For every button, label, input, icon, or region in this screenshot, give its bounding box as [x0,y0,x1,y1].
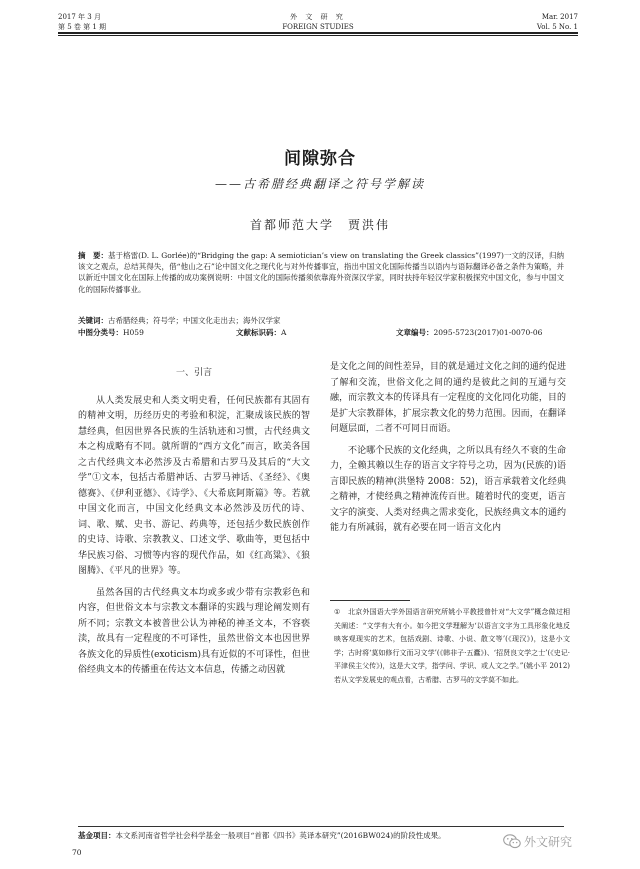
body-column-right [330,360,566,537]
keywords-label: 关键词： [78,316,108,325]
page-number: 70 [72,848,82,857]
body-paragraph: 虽然各国的古代经典文本均或多或少带有宗教彩色和内容，但世俗文本与宗教文本翻译的实践与理论阐发则有所不同；宗教文本被普世公认为神秘的神圣文本，不容亵渎，故具有一定程度的不可译性，虽然世俗文本也因世界各族文化的异质性(exoticism)具有近似的不可译性，但世俗经典文本的传播重在传达文本信息，传播之动因就 [78,587,310,675]
footnote-mark: ① [334,608,341,616]
funding-rule [78,826,564,827]
header-issue-cn: 第 5 卷 第 1 期 [58,23,107,31]
footnote [334,606,570,687]
article-number [396,327,542,338]
header-issue-en: Vol. 5 No. 1 [536,23,578,31]
article-title: 间隙弥合 [284,149,356,169]
header-rule-thick [58,32,578,34]
abstract-label: 摘 要： [78,251,109,260]
journal-name-cn: 外 文 研 究 [290,13,346,21]
wechat-icon [503,834,521,849]
journal-name-en: FOREIGN STUDIES [282,23,354,31]
article-author: 首都师范大学 贾洪伟 [249,218,390,232]
section-heading: 一、引言 [175,368,212,378]
header-row [58,12,578,46]
body-paragraph: 是文化之间的间性差异，目的就是通过文化之间的通约促进了解和交流，世俗文化之间的通约是彼此之间的互通与交融，而宗教文本的传译具有一定程度的文化同化功能，目的是扩大宗教群体，扩展宗教文化的势力范围。因而，在翻译问题层面，二者不可同日而语。 [330,362,566,434]
clc-number [78,327,144,338]
header-date-cn: 2017 年 3 月 [58,13,101,21]
footnote-text: 北京外国语大学外国语言研究所姚小平教授曾针对“大文学”概念做过相关阐述：“文学有大有小。如今把文学理解为‘以语言文字为工具形象化地反映客观现实的艺术，包括戏剧、诗歌、小说、散文等’(《现汉》)，这是小文学；古时将‘莫如修行文而习文学’(《韩非子·五蠹》)、‘招贤良文学之士’(《史记·平津侯主父传》)，这是大文学，指学问、学识、或人文之学。”(姚小平 2012)若从文学发展史的观点看，古希腊、古罗马的文学莫不如此。 [334,608,570,684]
abstract [78,250,564,295]
article-value: 2095-5723(2017)01-0070-06 [433,328,543,337]
article-label: 文章编号： [396,328,434,337]
funding-text: 本文系河南省哲学社会科学基金一般项目“首都《四书》英译本研究”(2016BW024)的阶段性成果。 [115,831,446,840]
watermark-text: 外文研究 [524,835,573,849]
header-right [537,12,578,32]
header-rule-thin [58,35,578,36]
keywords [78,315,564,326]
abstract-text: 基于格雷(D. L. Gorlée)的“Bridging the gap: A semiotician’s view on translating the Greek classics”(1997)一文的汉译，归纳该文之观点，总结其得失，借“他山之石”论中国文化之现代化与对外传播事宜，指出中国文化国际传播当以语内与语际翻译必备之条件为策略，并以新近中国文化在国际上传播的成功案例说明：中国文化的国际传播须依靠海外资深汉学家，同时扶持年轻汉学家积极探究中国文化，参与中国文化的国际传播事业。 [78,251,565,294]
doc-label: 文献标识码： [236,328,281,337]
article-meta [78,327,564,339]
footnote-rule [330,600,410,601]
keywords-text: 古希腊经典；符号学；中国文化走出去；海外汉学家 [108,316,281,325]
header-date-en: Mar. 2017 [541,13,578,21]
body-column-left [78,358,310,679]
funding-label: 基金项目： [78,831,116,840]
watermark [503,833,572,850]
clc-label: 中图分类号： [78,328,123,337]
body-paragraph: 从人类发展史和人类文明史看，任何民族都有其固有的精神文明，历经历史的考验和积淀，汇聚成该民族的智慧经典，但因世界各民族的生活轨迹和习惯，古代经典文本之构成略有不同。就所谓的“西方文化”而言，欧美各国之古代经典文本必然涉及古希腊和古罗马及其后的“大文学”①文本，包括古希腊神话、古罗马神话、《圣经》、《奥德赛》、《伊利亚德》、《诗学》、《大希底阿斯篇》等。若就中国文化而言，中国文化经典文本必然涉及历代的诗、词、歌、赋、史书、游记、药典等，还包括少数民族创作的史诗、诗歌、宗教教义、口述文学、歌曲等，更包括中华民族习俗、习惯等内容的现代作品，如《红高粱》、《狼图腾》、《平凡的世界》等。 [78,395,310,576]
body-paragraph: 不论哪个民族的文化经典，之所以具有经久不衰的生命力，全赖其赖以生存的语言文字符号之功，因为(民族的)语言即民族的精神(洪堡特 2008：52)，语言承载着文化经典之精神，才使经典之精神流传百世。随着时代的变更，语言文字的演变、人类对经典之需求变化，民族经典文本的通约能力有所减弱，就有必要在同一语言文化内 [330,445,566,533]
header-center [58,12,578,32]
doc-value: A [281,328,287,337]
article-subtitle: ——古希腊经典翻译之符号学解读 [214,177,425,191]
doc-code [236,327,286,338]
clc-value: H059 [123,328,144,337]
